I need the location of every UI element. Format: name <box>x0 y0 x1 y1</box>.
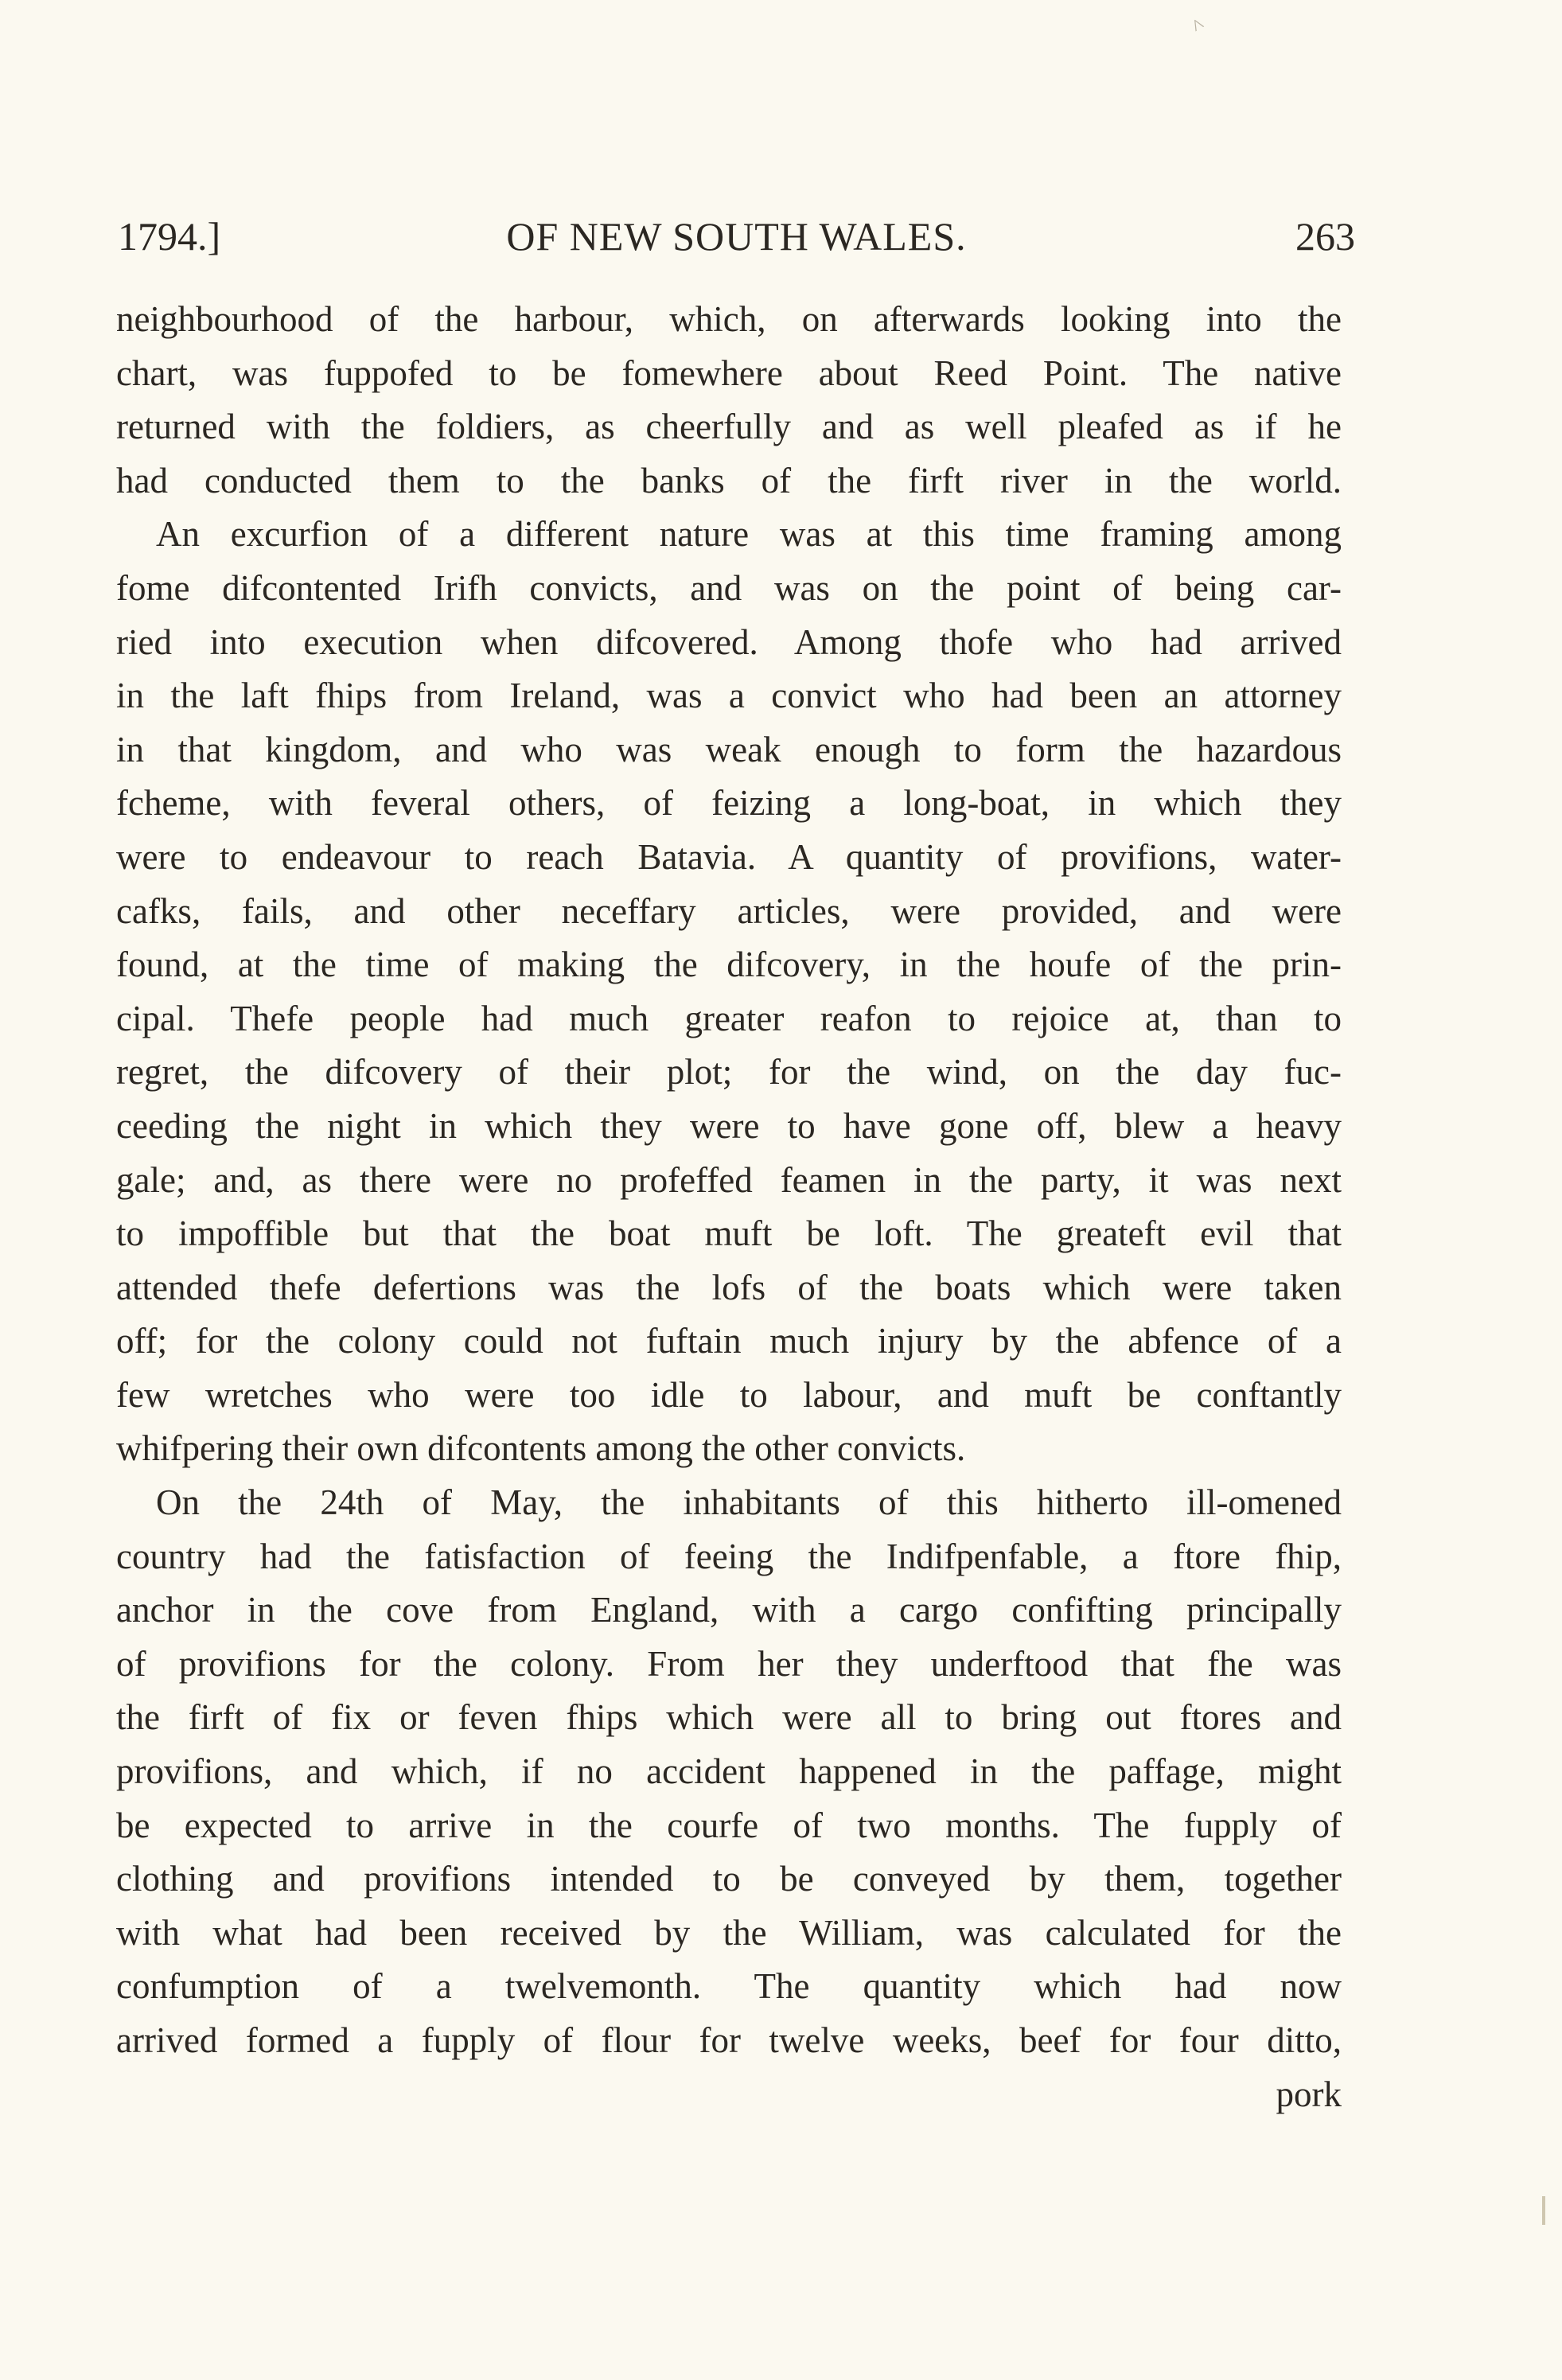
paragraph-start-line: On the 24th of May, the inhabitants of this hitherto ill-omened <box>156 1482 1342 1523</box>
page-edge-mark <box>1542 2196 1545 2225</box>
text-line: with what had been received by the William, was calculated for the <box>116 1912 1342 1953</box>
text-line: had conducted them to the banks of the firft river in the world. <box>116 460 1342 501</box>
text-line: fome difcontented Irifh convicts, and was on the point of being car- <box>116 567 1342 608</box>
text-line: be expected to arrive in the courfe of two months. The fupply of <box>116 1805 1342 1845</box>
text-line: cafks, fails, and other neceffary articles, were provided, and were <box>116 890 1342 931</box>
running-head-title: OF NEW SOUTH WALES. <box>506 214 967 259</box>
text-line: the firft of fix or feven fhips which were all to bring out ftores and <box>116 1697 1342 1738</box>
text-line: provifions, and which, if no accident happened in the paffage, might <box>116 1751 1342 1792</box>
text-line: returned with the foldiers, as cheerfully and as well pleafed as if he <box>116 407 1342 447</box>
text-line: ceeding the night in which they were to have gone off, blew a heavy <box>116 1105 1342 1146</box>
text-line: found, at the time of making the difcovery, in the houfe of the prin- <box>116 945 1342 985</box>
text-line: ried into execution when difcovered. Among thofe who had arrived <box>116 621 1342 662</box>
body-text <box>116 293 1342 2121</box>
text-line: were to endeavour to reach Batavia. A quantity of provifions, water- <box>116 836 1342 877</box>
stray-mark-top: ^ <box>1187 13 1209 41</box>
text-line: cipal. Thefe people had much greater reafon to rejoice at, than to <box>116 998 1342 1038</box>
text-line: anchor in the cove from England, with a cargo confifting principally <box>116 1590 1342 1630</box>
text-line: fcheme, with feveral others, of feizing a long-boat, in which they <box>116 783 1342 824</box>
running-head <box>118 208 1355 264</box>
text-line: confumption of a twelvemonth. The quantity which had now <box>116 1966 1342 2007</box>
text-line: in the laft fhips from Ireland, was a convict who had been an attorney <box>116 676 1342 716</box>
paragraph-start-line: An excurfion of a different nature was at this time framing among <box>156 514 1342 555</box>
text-line: neighbourhood of the harbour, which, on afterwards looking into the <box>116 299 1342 339</box>
text-line: clothing and provifions intended to be conveyed by them, together <box>116 1859 1342 1899</box>
text-line: country had the fatisfaction of feeing the Indifpenfable, a ftore fhip, <box>116 1536 1342 1576</box>
catchword: pork <box>1276 2074 1342 2114</box>
text-line: to impoffible but that the boat muft be loft. The greateft evil that <box>116 1213 1342 1254</box>
text-line: in that kingdom, and who was weak enough to form the hazardous <box>116 729 1342 769</box>
text-line: few wretches who were too idle to labour, and muft be conftantly <box>116 1374 1342 1415</box>
paragraph-end-line: whifpering their own difcontents among the other convicts. <box>116 1428 966 1469</box>
text-line: arrived formed a fupply of flour for twelve weeks, beef for four ditto, <box>116 2020 1342 2060</box>
text-line: off; for the colony could not fuftain much injury by the abfence of a <box>116 1321 1342 1361</box>
text-line: regret, the difcovery of their plot; for the wind, on the day fuc- <box>116 1052 1342 1093</box>
text-line: gale; and, as there were no profeffed feamen in the party, it was next <box>116 1159 1342 1200</box>
text-line: of provifions for the colony. From her they underftood that fhe was <box>116 1643 1342 1684</box>
text-line: chart, was fuppofed to be fomewhere about Reed Point. The native <box>116 353 1342 393</box>
page-number: 263 <box>1295 214 1355 259</box>
text-line: attended thefe defertions was the lofs of the boats which were taken <box>116 1267 1342 1307</box>
running-head-year: 1794.] <box>118 214 221 259</box>
